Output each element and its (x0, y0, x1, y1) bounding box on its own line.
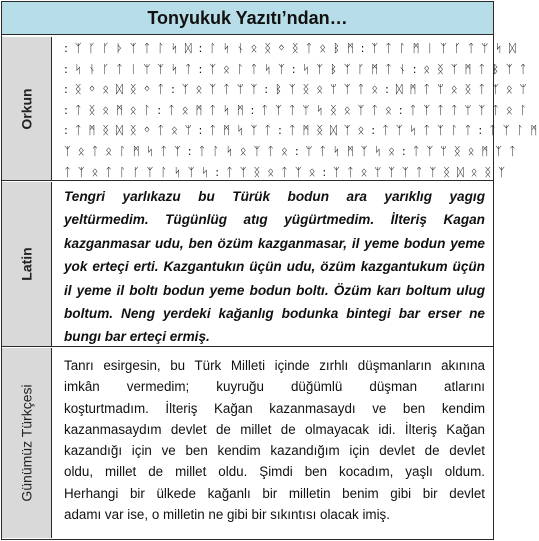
orkun-line: ᛏ ᛉ ᛟ ᛏ ᛚ ᚴ ᛉ ᛚ ᛋ ᛉ ᛋ : ᛏ ᛉ ᛝ ᛟ ᛏ ᛉ ᛟ : ᛉ ᛏ ᛟ ᛘ ᛉ ᛉ ᛏ ᛉ ᛝ ᛞ ᛟ ᛝ ᛉ (64, 164, 507, 179)
orkun-line: : ᛋ ᚾ ᚴ ᛏ ᛁ ᛘ ᛉ ᛋ ᛏ : ᛉ ᛟ ᛚ ᛏ ᛋ ᛉ : ᛋ ᛉ ᛒ ᛉ ᚴ ᛗ ᛏ ᚾ : ᛟ ᛝ ᛉ ᛗ ᛏ ᛒ ᛉ ᛏ (64, 61, 529, 76)
orkun-line: : ᛝ ᛜ ᛟ ᛞ ᛝ ᛜ ᛏ : ᛉ ᛟ ᛉ ᛏ ᛘ ᛉ : ᛒ ᛉ ᛝ ᛟ ᛘ ᛉ ᛏ ᛟ : ᛞ ᛗ ᛏ ᛘ ᛟ ᛝ ᛏ ᛉ ᛟ ᛘ (64, 82, 529, 97)
orkun-script-text (54, 37, 539, 180)
orkun-line: : ᛏ ᛗ ᛝ ᛞ ᛝ ᛜ ᛏ ᛟ ᛘ : ᛏ ᛗ ᛋ ᛉ ᛏ : ᛏ ᛗ ᛝ ᛞ ᛉ ᛟ : ᛏ ᛉ ᛋ ᛏ ᛉ ᛚ ᛏ : ᛏ ᛉ ᛚ ᛗ (64, 123, 539, 138)
row-label-latin: Latin (18, 247, 35, 281)
row-label-cell-latin (2, 182, 52, 346)
latin-line: yeltürmedim. Tügünlüg atıg yügürtmedim. İlteriş Kagan (64, 212, 485, 228)
turkish-line: kazanmasaydım devlet de millet de olmayacak idi. İlteriş Kağan (64, 421, 485, 437)
row-latin (2, 182, 493, 347)
turkish-line: Herhangi bir ülkede kağanlı bir milletin benim gibi bir devlet (64, 485, 485, 501)
row-turkish (2, 348, 493, 538)
turkish-line: oldu, millet de millet oldu. Şimdi ben kocadım, yaşlı oldum. (64, 464, 485, 480)
page-title: Tonyukuk Yazıtı’ndan… (147, 7, 348, 28)
orkun-line: ᛉ ᛟ ᛏ ᛟ ᛚ ᛗ ᛋ ᛏ ᛉ : ᛏ ᛚ ᛋ ᛟ ᛉ ᛏ ᛟ : ᛘ ᛏ ᛋ ᛗ ᛉ ᛋ ᛟ : ᛏ ᛉ ᛘ ᛝ ᛟ ᛗ ᛉ ᛏ (64, 143, 518, 158)
latin-line: yok erteçi erti. Kazgantukın üçün udu, özüm kazgantukum üçün (64, 259, 485, 275)
modern-turkish-text (54, 348, 493, 538)
latin-transcription-text (54, 182, 493, 346)
latin-line: bungı bar erteçi ermiş. (64, 329, 210, 345)
orkun-line: : ᛏ ᛝ ᛟ ᛗ ᛟ ᛚ : ᛏ ᛟ ᛗ ᛏ ᛋ ᛗ : ᛏ ᛉ ᛏ ᛘ ᛋ ᛝ ᛟ ᛉ ᛏ ᛟ : ᛏ ᛉ ᛏ ᛏ ᛘ ᛉ ᛏ ᛟ ᛚ (64, 102, 529, 117)
table-frame (1, 1, 539, 540)
latin-line: boltum. Neng yerdeki kağanlıg bodunka bintegi bar erser ne (64, 306, 485, 322)
turkish-line: Tanrı esirgesin, bu Türk Milleti içinde zırhlı düşmanların akınına (64, 358, 485, 373)
latin-line: kazganmasar udu, ben özüm kazganmasar, il yeme bodun yeme (64, 235, 485, 251)
row-label-cell-orkun (2, 37, 52, 180)
orkun-line: : ᛉ ᚴ ᚴ ᚦ ᛉ ᛏ ᛚ ᛋ ᛞ : ᛚ ᛋ ᚾ ᛟ ᛝ ᛜ ᛝ ᛏ ᛟ ᛒ ᛗ : ᛉ ᛏ ᛚ ᛗ ᛁ ᛉ ᚴ ᛏ ᛘ ᛋ ᛞ (64, 41, 518, 55)
row-label-cell-turkish (2, 348, 52, 538)
turkish-line: koşturtmadım. İlteriş Kağan kazanmasaydı ve ben kendim (64, 400, 485, 416)
latin-line: Tengri yarlıkazu bu Türük bodun ara yarıklıg yagıg (64, 189, 485, 204)
row-label-turkish: Günümüz Türkçesi (18, 384, 35, 502)
turkish-line: kazandığı için ve ben kendim kazandığım için devlet de devlet (64, 443, 485, 459)
row-label-orkun: Orkun (18, 87, 35, 130)
row-orkun (2, 37, 539, 181)
table-header (2, 2, 493, 35)
latin-line: il yeme il boltı bodun yeme bodun boltı. Özüm karı boltum ulug (64, 282, 485, 298)
turkish-line: adamı var ise, o milletin ne gibi bir sıkıntısı olacak imiş. (64, 507, 390, 523)
turkish-line: imkân vermedim; kuyruğu düğümlü düşman atlarını (64, 379, 485, 395)
